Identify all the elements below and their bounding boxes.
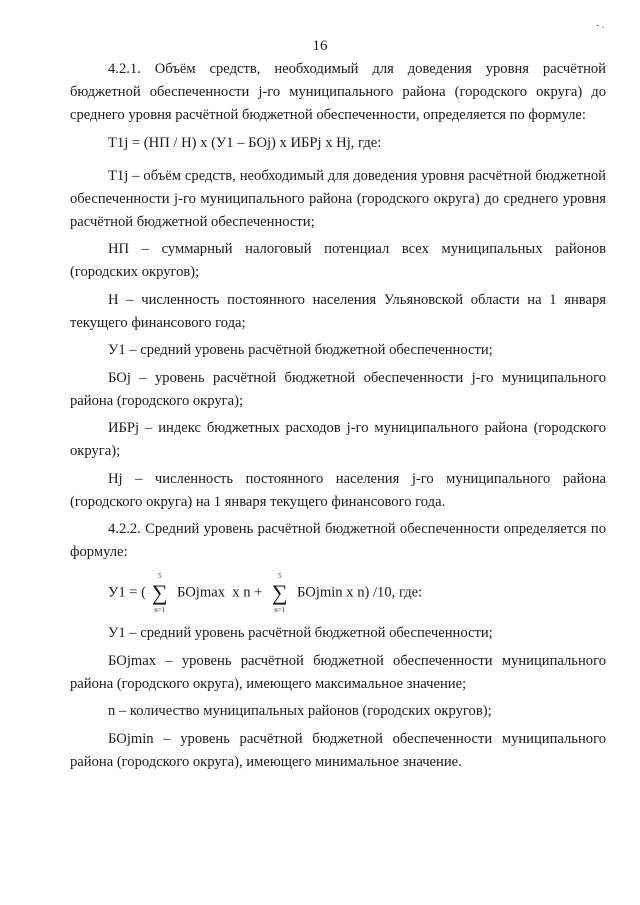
- page-number: 16: [312, 38, 328, 54]
- definition-u1: У1 – средний уровень расчётной бюджетной обеспеченности;: [108, 342, 493, 358]
- definition-hj: Hj – численность постоянного населения j-го муниципального района (городского округа) на 1 января текущего финансового года.: [70, 470, 606, 510]
- formula-u1-lhs: У1 = (: [108, 584, 147, 601]
- corner-mark: - .: [596, 20, 605, 31]
- sum-lower-limit: n=1: [274, 605, 286, 614]
- sum-lower-limit: n=1: [154, 605, 166, 614]
- definition-ibrj: ИБРj – индекс бюджетных расходов j-го муниципального района (городского округа);: [70, 420, 606, 459]
- sum-upper-limit: 5: [157, 571, 162, 580]
- sum-upper-limit: 5: [277, 571, 282, 580]
- formula-u1: [70, 572, 606, 612]
- definition-boj: БОj – уровень расчётной бюджетной обеспеченности j-го муниципального района (городского округа);: [70, 369, 606, 409]
- formula-u1-term-max: БОjmax x n +: [173, 584, 267, 601]
- definition-n-count: n – количество муниципальных районов (городских округов);: [108, 703, 492, 719]
- definition-np: НП – суммарный налоговый потенциал всех муниципальных районов (городских округов);: [70, 241, 606, 280]
- definition-n: Н – численность постоянного населения Ульяновской области на 1 января текущего финансового года;: [70, 291, 606, 331]
- paragraph-4-2-2: 4.2.2. Средний уровень расчётной бюджетной обеспеченности определяется по формуле:: [70, 521, 606, 560]
- formula-u1-term-min: БОjmin x n) /10, где:: [293, 584, 423, 601]
- sigma-glyph: ∑: [151, 579, 168, 605]
- sigma-glyph: ∑: [271, 579, 288, 605]
- sum-symbol-min: [270, 571, 290, 614]
- formula-t1j: Т1j = (НП / Н) х (У1 – БОj) х ИБРj х Hj, где:: [108, 134, 382, 151]
- document-body: [70, 58, 606, 778]
- definition-t1j: Т1j – объём средств, необходимый для доведения уровня расчётной бюджетной обеспеченности j-го муниципального района (городского округа) до среднего уровня расчётной бюджетной обеспеченности;: [70, 167, 606, 230]
- definition-bojmin: БОjmin – уровень расчётной бюджетной обеспеченности муниципального района (городского округа), имеющего минимальное значение.: [70, 730, 606, 770]
- definition-u1-repeat: У1 – средний уровень расчётной бюджетной обеспеченности;: [108, 625, 493, 641]
- definition-bojmax: БОjmax – уровень расчётной бюджетной обеспеченности муниципального района (городского округа), имеющего максимальное значение;: [70, 652, 606, 692]
- paragraph-4-2-1: 4.2.1. Объём средств, необходимый для доведения уровня расчётной бюджетной обеспеченности j-го муниципального района (городского округа) до среднего уровня расчётной бюджетной обеспеченности, определяется по формуле:: [70, 61, 606, 123]
- sum-symbol-max: [150, 571, 170, 614]
